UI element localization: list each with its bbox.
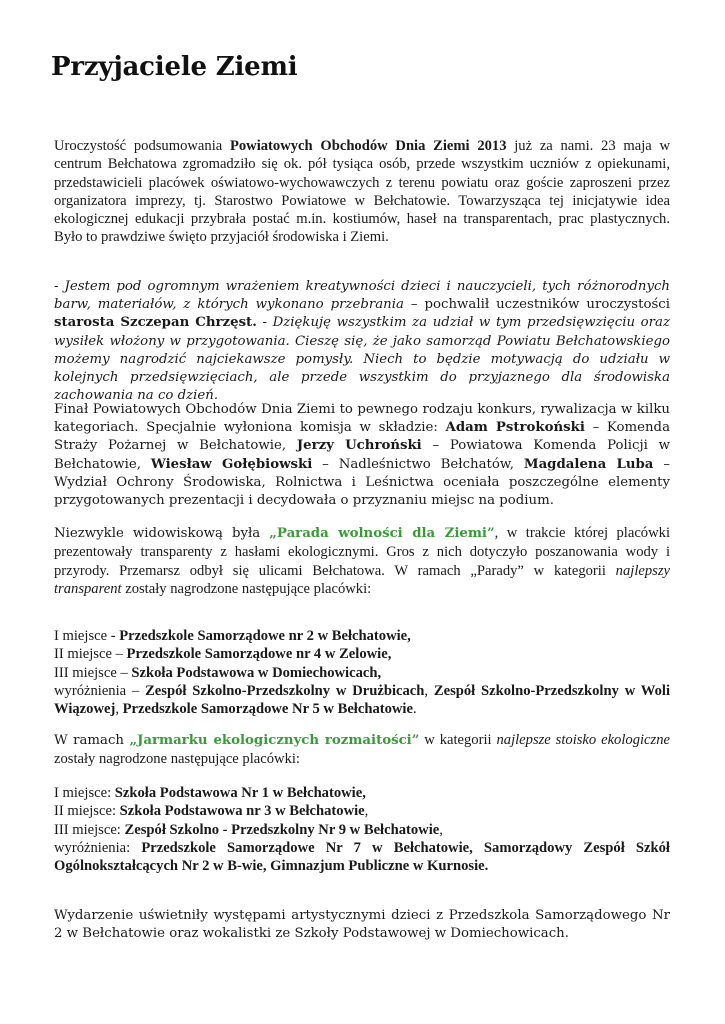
category-name: najlepsze stoisko ekologiczne [496, 732, 670, 748]
place-label: wyróżnienia: [54, 839, 142, 856]
winner: Przedszkole Samorządowe nr 2 w Bełchatowie, [119, 628, 411, 644]
jury-member: Magdalena Luba [523, 456, 654, 472]
fair-name: „Jarmarku ekologicznych rozmaitości” [129, 733, 420, 748]
text: Niezwykle widowiskową była [54, 526, 270, 541]
place-label: II miejsce – [54, 646, 127, 663]
separator: , [439, 821, 443, 838]
text: , w trakcie której placówki prezentowały transparenty z hasłami ekologicznymi. Gros z nich dotyczyło poszanowania wody i przyrody. Przemarsz odbył się ulicami Bełchatowa. W ramach „Parady” w kategorii [54, 525, 670, 579]
intro-paragraph [54, 137, 670, 247]
separator: , [364, 803, 369, 820]
winner: Zespół Szkolno-Przedszkolny w Woli Wiązowej [54, 682, 670, 718]
jury-member: Jerzy Uchroński [296, 438, 422, 454]
closing-paragraph [54, 907, 670, 943]
place-label: I miejsce: [54, 785, 115, 801]
quote-text: - Dziękuję wszystkim za udział w tym przedsięwzięciu oraz wysiłek włożony w przygotowania. Cieszę się, że jako samorząd Powiatu Bełchatowskiego możemy nagrodzić najciekawsze pomysły. Niech to będzie motywacją do udziału w kolejnych przedsięwzięciach, ale przede wszystkim do przyjaznego dla środowiska zachowania na co dzień. [54, 315, 670, 404]
text: – Nadleśnictwo Bełchatów, [312, 456, 524, 472]
text: W ramach [54, 733, 130, 748]
distinctions-line [54, 839, 670, 876]
page-title: Przyjaciele Ziemi [51, 52, 298, 82]
parade-name: „Parada wolności dla Ziemi” [269, 526, 495, 541]
winner: Przedszkole Samorządowe Nr 5 w Bełchatowie [122, 701, 413, 718]
event-name: Powiatowych Obchodów Dnia Ziemi 2013 [229, 138, 507, 154]
category-name: najlepszy transparent [54, 562, 670, 597]
text: – Powiatowa Komenda Policji w Bełchatowie, [54, 438, 670, 472]
jury-member: Adam Pstrokoński [445, 420, 585, 436]
quote-text: - Jestem pod ogromnym wrażeniem kreatywności dzieci i nauczycieli, tych różnorodnych barw, materiałów, z których wykonano przebrania [54, 279, 670, 313]
jury-member: Wiesław Gołębiowski [150, 456, 313, 472]
fair-awards-list [54, 784, 670, 875]
place-label: I miejsce - [54, 628, 120, 644]
text: Finał Powiatowych Obchodów Dnia Ziemi to pewnego rodzaju konkurs, rywalizacja w kilku kategoriach. Specjalnie wyłoniona komisja w składzie: [54, 402, 670, 436]
separator: , [115, 701, 123, 718]
starosta-name: starosta Szczepan Chrzęst. [54, 315, 257, 331]
place-label: III miejsce – [54, 664, 132, 681]
winner: Przedszkole Samorządowe nr 4 w Zelowie, [126, 646, 392, 663]
text: Wydarzenie uświetniły występami artystycznymi dzieci z Przedszkola Samorządowego Nr 2 w Bełchatowie oraz wokalistki ze Szkoły Podstawowej w Domiechowicach. [54, 908, 670, 942]
place-label: wyróżnienia – [54, 682, 146, 699]
text: – Komenda Straży Pożarnej w Bełchatowie, [54, 420, 670, 454]
place-label: III miejsce: [54, 821, 125, 838]
parade-awards-list [54, 627, 670, 718]
winner: Przedszkole Samorządowe Nr 7 w Bełchatowie, Samorządowy Zespół Szkół Ogólnokształcących Nr 2 w B-wie, Gimnazjum Publiczne w Kurnosie. [54, 839, 670, 875]
jury-paragraph [54, 401, 670, 510]
text: w kategorii [419, 732, 497, 748]
winner: Zespół Szkolno-Przedszkolny w Drużbicach [145, 682, 425, 699]
text: Uroczystość podsumowania [54, 138, 230, 154]
text: – Wydział Ochrony Środowiska, Rolnictwa i Leśnictwa oceniała poszczególne elementy przygotowanych prezentacji i decydowała o przyznaniu miejsc na podium. [54, 456, 670, 509]
quote-paragraph [54, 278, 670, 405]
text: zostały nagrodzone następujące placówki: [54, 751, 300, 768]
text: zostały nagrodzone następujące placówki: [121, 580, 372, 597]
fair-paragraph [54, 731, 670, 769]
place-label: II miejsce: [54, 803, 120, 820]
text: – pochwalił uczestników uroczystości [403, 297, 670, 313]
separator: , [424, 682, 434, 699]
parade-paragraph [54, 524, 670, 598]
winner: Zespół Szkolno - Przedszkolny Nr 9 w Bełchatowie [124, 821, 440, 838]
winner: Szkoła Podstawowa nr 3 w Bełchatowie [119, 803, 365, 820]
distinctions-line [54, 682, 670, 719]
text: już za nami. 23 maja w centrum Bełchatowa zgromadziło się ok. pół tysiąca osób, przede wszystkim uczniów z opiekunami, przedstawicieli placówek oświatowo-wychowawczych z terenu powiatu oraz goście zaproszeni przez organizatora imprezy, tj. Starostwo Powiatowe w Bełchatowie. Towarzysząca tej inicjatywie idea ekologicznej edukacji przybrała postać m.in. kostiumów, haseł na transparentach, prac plastycznych. Było to prawdziwe święto przyjaciół środowiska i Ziemi. [54, 138, 670, 246]
separator: . [412, 701, 417, 718]
winner: Szkoła Podstawowa Nr 1 w Bełchatowie, [114, 785, 366, 801]
winner: Szkoła Podstawowa w Domiechowicach, [131, 664, 382, 681]
